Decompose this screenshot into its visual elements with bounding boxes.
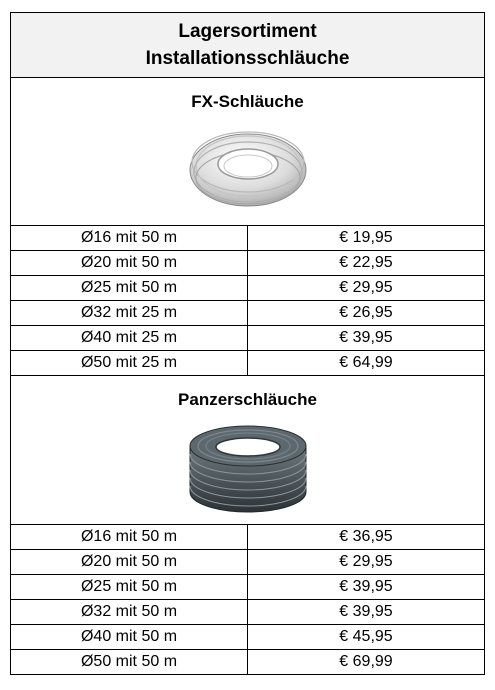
section-title-panzer: Panzerschläuche: [178, 390, 317, 409]
size-cell: Ø16 mit 50 m: [11, 525, 248, 549]
table-row: [11, 326, 484, 351]
size-cell: Ø40 mit 50 m: [11, 625, 248, 649]
section-panzer-header: [11, 376, 484, 525]
title-line-1: Lagersortiment: [178, 21, 317, 42]
table-row: [11, 575, 484, 600]
table-row: [11, 226, 484, 251]
size-cell: Ø20 mit 50 m: [11, 251, 248, 275]
size-cell: Ø32 mit 25 m: [11, 301, 248, 325]
table-row: [11, 525, 484, 550]
table-row: [11, 276, 484, 301]
table-row: [11, 301, 484, 326]
size-cell: Ø16 mit 50 m: [11, 226, 248, 250]
size-cell: Ø50 mit 50 m: [11, 650, 248, 674]
panzer-price-rows: [11, 525, 484, 674]
price-cell: € 39,95: [339, 603, 393, 620]
size-cell: Ø25 mit 50 m: [11, 276, 248, 300]
price-cell: € 39,95: [339, 578, 393, 595]
size-cell: Ø20 mit 50 m: [11, 550, 248, 574]
price-cell: € 64,99: [339, 354, 393, 371]
price-cell: € 36,95: [339, 528, 393, 545]
price-cell: € 26,95: [339, 304, 393, 321]
size-cell: Ø40 mit 25 m: [11, 326, 248, 350]
fx-price-rows: [11, 226, 484, 376]
section-fx-header: [11, 78, 484, 226]
table-row: [11, 351, 484, 376]
section-title-fx: FX-Schläuche: [191, 92, 304, 111]
fx-conduit-coil-image: [186, 122, 310, 210]
size-cell: Ø32 mit 50 m: [11, 600, 248, 624]
table-row: [11, 650, 484, 674]
price-cell: € 45,95: [339, 628, 393, 645]
size-cell: Ø50 mit 25 m: [11, 351, 248, 375]
title-line-2: Installationsschläuche: [145, 48, 350, 69]
table-row: [11, 600, 484, 625]
price-cell: € 69,99: [339, 653, 393, 670]
size-cell: Ø25 mit 50 m: [11, 575, 248, 599]
price-list-table: [10, 12, 485, 675]
table-header: [11, 13, 484, 78]
table-row: [11, 550, 484, 575]
price-cell: € 29,95: [339, 553, 393, 570]
price-cell: € 19,95: [339, 229, 393, 246]
table-row: [11, 251, 484, 276]
price-cell: € 29,95: [339, 279, 393, 296]
panzer-conduit-coil-image: [186, 422, 310, 516]
price-cell: € 39,95: [339, 329, 393, 346]
table-row: [11, 625, 484, 650]
price-cell: € 22,95: [339, 254, 393, 271]
